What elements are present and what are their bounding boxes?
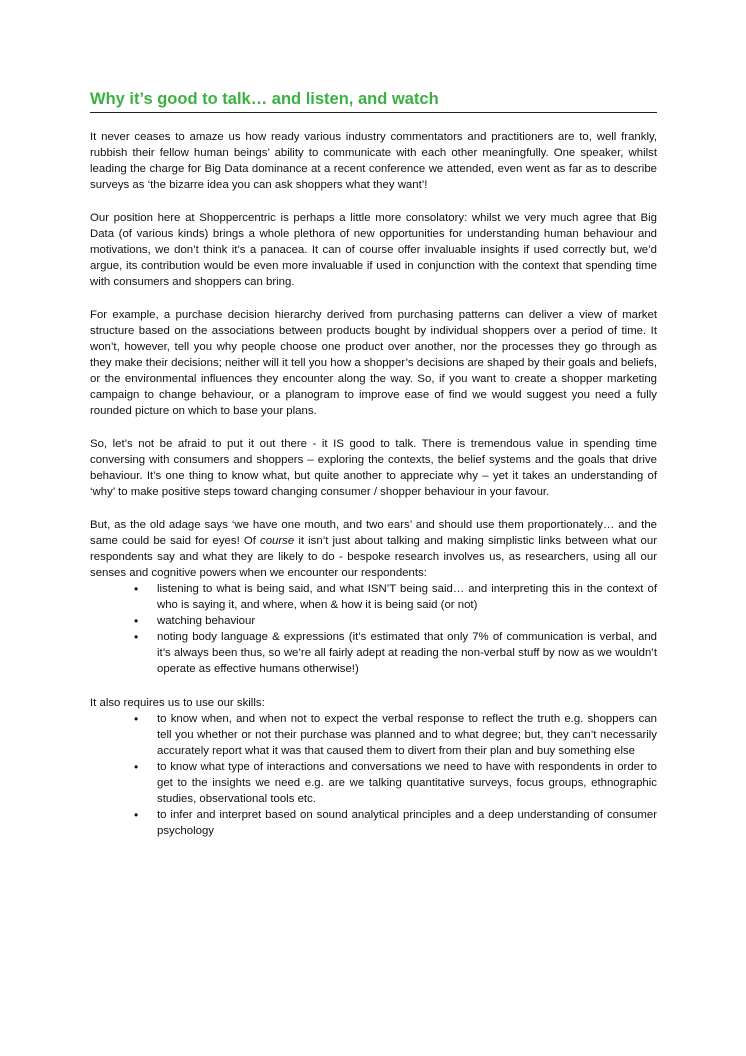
list-item [90, 613, 657, 629]
document-page [90, 88, 657, 839]
adage-text-start: But, as the old adage says ‘we have one mouth, and two ears’ and should use them proportionately… and the same could be said for eyes! Of [90, 519, 657, 547]
skills-list [90, 711, 657, 839]
adage-text-italic: course [260, 535, 295, 547]
paragraph-intro: It never ceases to amaze us how ready various industry commentators and practitioners are to, well frankly, rubbish their fellow human beings’ ability to communicate with each other meaningfully. One speaker, whilst leading the charge for Big Data dominance at a recent conference we attended, even went as far as to describe surveys as ‘the bizarre idea you can ask shoppers what they want’! [90, 131, 657, 191]
page-title: Why it’s good to talk… and listen, and watch [90, 88, 657, 113]
list-item [90, 711, 657, 759]
adage-text-end: it isn’t just about talking and making simplistic links between what our respondents say and what they are likely to do - bespoke research involves us, as researchers, using all our senses and cognitive powers when we encounter our respondents: [90, 535, 657, 579]
paragraph-skills: It also requires us to use our skills: [90, 697, 265, 709]
bullet-icon: • [134, 614, 139, 628]
list-item-text: listening to what is being said, and what ISN’T being said… and interpreting this in the context of who is saying it, and where, when & how it is being said (or not) [157, 583, 657, 611]
list-item [90, 807, 657, 839]
list-item-text: watching behaviour [157, 615, 256, 627]
list-item [90, 581, 657, 613]
paragraph-example: For example, a purchase decision hierarchy derived from purchasing patterns can deliver a view of market structure based on the associations between products bought by individual shoppers over a period of time. It won’t, however, tell you why people choose one product over another, nor the processes they go through as they make their decisions; neither will it tell you how a shopper’s decisions are shaped by their goals and beliefs, or the environmental influences they encounter along the way. So, if you want to create a shopper marketing campaign to change behaviour, or a planogram to improve ease of find we would suggest you need a fully rounded picture on which to base your plans. [90, 309, 657, 417]
list-item [90, 759, 657, 807]
bullet-icon: • [134, 760, 139, 774]
paragraph-good-to-talk: So, let’s not be afraid to put it out there - it IS good to talk. There is tremendous value in spending time conversing with consumers and shoppers – exploring the contexts, the belief systems and the goals that drive behaviour. It’s one thing to know what, but quite another to appreciate why – yet it takes an understanding of ‘why’ to make positive steps toward changing consumer / shopper behaviour in your favour. [90, 438, 657, 498]
senses-list [90, 581, 657, 677]
list-item-text: to know what type of interactions and conversations we need to have with respondents in order to get to the insights we need e.g. are we talking quantitative surveys, focus groups, ethnographic studies, observational tools etc. [157, 761, 657, 805]
list-item-text: noting body language & expressions (it’s estimated that only 7% of communication is verbal, and it’s always been thus, so we’re all fairly adept at reading the non-verbal stuff by now as we wouldn’t operate as effective humans otherwise!) [157, 631, 657, 675]
bullet-icon: • [134, 808, 139, 822]
list-item-text: to infer and interpret based on sound analytical principles and a deep understanding of consumer psychology [157, 809, 657, 837]
list-item [90, 629, 657, 677]
bullet-icon: • [134, 630, 139, 644]
bullet-icon: • [134, 582, 139, 596]
paragraph-old-adage [90, 517, 657, 581]
list-item-text: to know when, and when not to expect the verbal response to reflect the truth e.g. shoppers can tell you whether or not their purchase was planned and to what degree; but, they can’t necessarily accurately report what it was that caused them to divert from their plan and buy something else [157, 713, 657, 757]
bullet-icon: • [134, 712, 139, 726]
paragraph-position: Our position here at Shoppercentric is perhaps a little more consolatory: whilst we very much agree that Big Data (of various kinds) brings a whole plethora of new opportunities for understanding human behaviour and motivations, we don’t think it’s a panacea. It can of course offer invaluable insights if used correctly but, we’d argue, its contribution would be even more invaluable if used in conjunction with the context that spending time with consumers and shoppers can bring. [90, 212, 657, 288]
